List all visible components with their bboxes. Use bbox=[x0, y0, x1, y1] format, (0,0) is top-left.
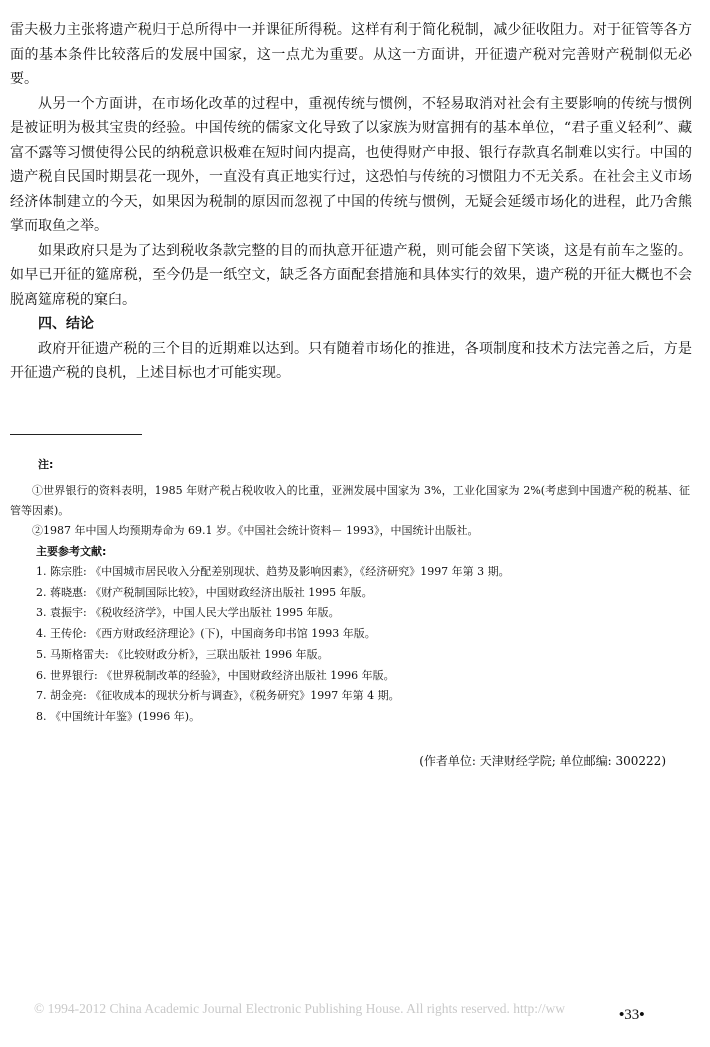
reference-item: 7. 胡金亮: 《征收成本的现状分析与调查》，《税务研究》1997 年第 4 期。 bbox=[36, 689, 400, 703]
references-title: 主要参考文献: bbox=[36, 545, 107, 558]
reference-item: 5. 马斯格雷夫: 《比较财政分析》，三联出版社 1996 年版。 bbox=[36, 647, 329, 661]
author-affiliation: (作者单位: 天津财经学院; 单位邮编: 300222) bbox=[419, 754, 666, 768]
copyright-watermark: © 1994-2012 China Academic Journal Electronic Publishing House. All rights reserved. http://ww bbox=[34, 1001, 566, 1016]
conclusion-paragraph: 政府开征遗产税的三个目的近期难以达到。只有随着市场化的推进，各项制度和技术方法完善之后，方是开征遗产税的良机，上述目标也才可能实现。 bbox=[10, 340, 692, 381]
paragraph-1: 雷夫极力主张将遗产税归于总所得中一并课征所得税。这样有利于简化税制，减少征收阻力。对于征管等各方面的基本条件比较落后的发展中国家，这一点尤为重要。从这一方面讲，开征遗产税对完善财产税制似无必要。 bbox=[10, 22, 692, 87]
note-1: ①世界银行的资料表明，1985 年财产税占税收收入的比重，亚洲发展中国家为 3%，工业化国家为 2%(考虑到中国遗产税的税基、征管等因素)。 bbox=[10, 484, 690, 517]
reference-item: 2. 蒋晓惠: 《财产税制国际比较》，中国财政经济出版社 1995 年版。 bbox=[36, 585, 373, 599]
reference-item: 8. 《中国统计年鉴》(1996 年)。 bbox=[36, 709, 201, 723]
notes-section bbox=[10, 455, 690, 728]
paragraph-3: 如果政府只是为了达到税收条款完整的目的而执意开征遗产税，则可能会留下笑谈，这是有前车之鉴的。如早已开征的筵席税，至今仍是一纸空文，缺乏各方面配套措施和具体实行的效果，遗产税的开征大概也不会脱离筵席税的窠臼。 bbox=[10, 242, 692, 308]
reference-item: 1. 陈宗胜: 《中国城市居民收入分配差别现状、趋势及影响因素》，《经济研究》1997 年第 3 期。 bbox=[36, 565, 510, 578]
page-number-value: 33 bbox=[624, 1007, 640, 1023]
reference-item: 3. 袁振宇: 《税收经济学》，中国人民大学出版社 1995 年版。 bbox=[36, 606, 340, 620]
page-number-dot-right: • bbox=[639, 1007, 645, 1023]
reference-item: 4. 王传伦: 《西方财政经济理论》(下)，中国商务印书馆 1993 年版。 bbox=[36, 627, 376, 641]
notes-title: 注: bbox=[38, 458, 54, 471]
page-number-dot-left: • bbox=[619, 1007, 625, 1023]
paragraph-2: 从另一个方面讲，在市场化改革的过程中，重视传统与惯例，不轻易取消对社会有主要影响的传统与惯例是被证明为极其宝贵的经验。中国传统的儒家文化导致了以家族为财富拥有的基本单位，“君子重义轻利”、藏富不露等习惯使得公民的纳税意识极难在短时间内提高，也使得财产申报、银行存款真名制难以实行。中国的遗产税自民国时期昙花一现外，一直没有真正地实行过，这恐怕与传统的习惯阻力不无关系。在社会主义市场经济体制建立的今天，如果因为税制的原因而忽视了中国的传统与惯例，无疑会延缓市场化的进程，此乃舍熊掌而取鱼之举。 bbox=[10, 95, 692, 234]
article-body bbox=[10, 18, 692, 386]
footnote-divider bbox=[10, 434, 142, 435]
references-list bbox=[10, 562, 690, 728]
page-number bbox=[619, 1007, 645, 1024]
section-heading-conclusion: 四、结论 bbox=[38, 316, 94, 332]
note-2: ②1987 年中国人均预期寿命为 69.1 岁。《中国社会统计资料－ 1993》，中国统计出版社。 bbox=[32, 524, 479, 537]
reference-item: 6. 世界银行: 《世界税制改革的经验》，中国财政经济出版社 1996 年版。 bbox=[36, 668, 395, 682]
